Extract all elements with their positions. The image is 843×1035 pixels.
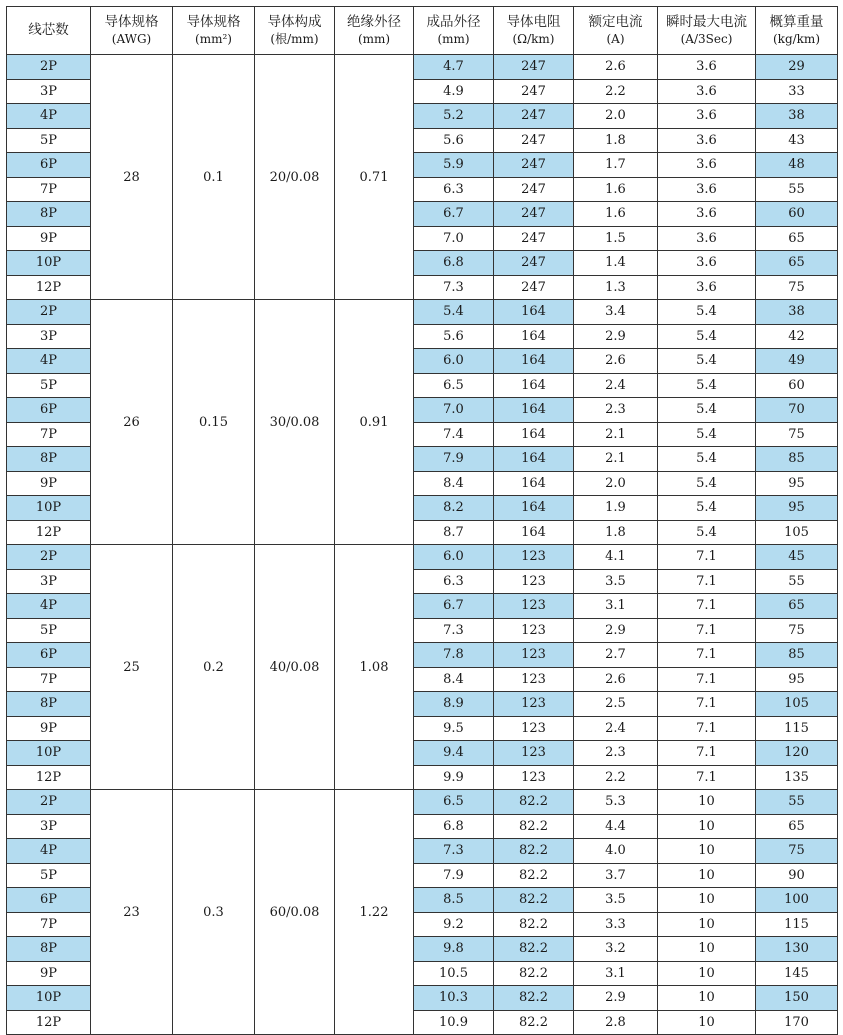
resistance-cell: 164 <box>494 496 574 521</box>
rated-current-cell: 1.3 <box>574 275 658 300</box>
finished-od-cell: 6.3 <box>414 569 494 594</box>
header-title: 线芯数 <box>28 22 69 38</box>
resistance-cell: 247 <box>494 275 574 300</box>
cores-cell: 9P <box>7 471 91 496</box>
cores-cell: 9P <box>7 226 91 251</box>
weight-cell: 95 <box>756 471 838 496</box>
resistance-cell: 247 <box>494 79 574 104</box>
header-title: 导体规格 <box>104 13 159 30</box>
peak-current-cell: 3.6 <box>658 275 756 300</box>
peak-current-cell: 10 <box>658 986 756 1011</box>
insulation-od-cell: 0.71 <box>335 55 414 300</box>
finished-od-cell: 9.8 <box>414 937 494 962</box>
cores-cell: 4P <box>7 594 91 619</box>
finished-od-cell: 5.6 <box>414 324 494 349</box>
mm2-cell: 0.1 <box>173 55 255 300</box>
rated-current-cell: 2.7 <box>574 643 658 668</box>
weight-cell: 45 <box>756 545 838 570</box>
insulation-od-cell: 1.08 <box>335 545 414 790</box>
resistance-cell: 123 <box>494 618 574 643</box>
rated-current-cell: 2.2 <box>574 79 658 104</box>
peak-current-cell: 10 <box>658 937 756 962</box>
table-row <box>7 55 838 80</box>
rated-current-cell: 2.4 <box>574 716 658 741</box>
weight-cell: 95 <box>756 667 838 692</box>
rated-current-cell: 3.7 <box>574 863 658 888</box>
insulation-od-cell: 1.22 <box>335 790 414 1035</box>
resistance-cell: 123 <box>494 765 574 790</box>
header-rated-current <box>574 7 658 55</box>
weight-cell: 65 <box>756 814 838 839</box>
rated-current-cell: 2.6 <box>574 349 658 374</box>
peak-current-cell: 5.4 <box>658 300 756 325</box>
rated-current-cell: 2.9 <box>574 986 658 1011</box>
rated-current-cell: 2.0 <box>574 104 658 129</box>
weight-cell: 29 <box>756 55 838 80</box>
peak-current-cell: 7.1 <box>658 545 756 570</box>
resistance-cell: 247 <box>494 202 574 227</box>
weight-cell: 75 <box>756 839 838 864</box>
finished-od-cell: 10.5 <box>414 961 494 986</box>
weight-cell: 135 <box>756 765 838 790</box>
resistance-cell: 82.2 <box>494 937 574 962</box>
peak-current-cell: 5.4 <box>658 398 756 423</box>
insulation-od-cell: 0.91 <box>335 300 414 545</box>
finished-od-cell: 8.4 <box>414 667 494 692</box>
header-finished-od <box>414 7 494 55</box>
weight-cell: 130 <box>756 937 838 962</box>
weight-cell: 85 <box>756 643 838 668</box>
rated-current-cell: 1.6 <box>574 202 658 227</box>
resistance-cell: 247 <box>494 55 574 80</box>
weight-cell: 70 <box>756 398 838 423</box>
peak-current-cell: 3.6 <box>658 251 756 276</box>
cores-cell: 12P <box>7 1010 91 1035</box>
weight-cell: 65 <box>756 594 838 619</box>
resistance-cell: 82.2 <box>494 863 574 888</box>
finished-od-cell: 6.5 <box>414 790 494 815</box>
awg-cell: 28 <box>91 55 173 300</box>
rated-current-cell: 1.6 <box>574 177 658 202</box>
table-body <box>7 55 838 1035</box>
cores-cell: 8P <box>7 692 91 717</box>
header-title: 导体规格 <box>186 13 241 30</box>
finished-od-cell: 9.9 <box>414 765 494 790</box>
cores-cell: 10P <box>7 251 91 276</box>
cores-cell: 4P <box>7 104 91 129</box>
weight-cell: 42 <box>756 324 838 349</box>
finished-od-cell: 4.9 <box>414 79 494 104</box>
header-mm2 <box>173 7 255 55</box>
finished-od-cell: 6.0 <box>414 349 494 374</box>
cores-cell: 2P <box>7 300 91 325</box>
finished-od-cell: 9.5 <box>414 716 494 741</box>
cores-cell: 6P <box>7 643 91 668</box>
header-resistance <box>494 7 574 55</box>
header-unit: (kg/km) <box>772 31 820 46</box>
weight-cell: 95 <box>756 496 838 521</box>
cores-cell: 6P <box>7 888 91 913</box>
weight-cell: 33 <box>756 79 838 104</box>
rated-current-cell: 2.2 <box>574 765 658 790</box>
peak-current-cell: 3.6 <box>658 226 756 251</box>
resistance-cell: 123 <box>494 692 574 717</box>
peak-current-cell: 5.4 <box>658 496 756 521</box>
rated-current-cell: 3.1 <box>574 594 658 619</box>
resistance-cell: 123 <box>494 667 574 692</box>
table-row <box>7 300 838 325</box>
weight-cell: 60 <box>756 373 838 398</box>
peak-current-cell: 7.1 <box>658 741 756 766</box>
resistance-cell: 164 <box>494 471 574 496</box>
cores-cell: 7P <box>7 177 91 202</box>
resistance-cell: 247 <box>494 128 574 153</box>
rated-current-cell: 1.5 <box>574 226 658 251</box>
header-title: 瞬时最大电流 <box>666 13 747 30</box>
mm2-cell: 0.15 <box>173 300 255 545</box>
header-awg <box>91 7 173 55</box>
rated-current-cell: 2.4 <box>574 373 658 398</box>
rated-current-cell: 1.4 <box>574 251 658 276</box>
peak-current-cell: 10 <box>658 863 756 888</box>
weight-cell: 38 <box>756 300 838 325</box>
finished-od-cell: 6.3 <box>414 177 494 202</box>
rated-current-cell: 3.5 <box>574 569 658 594</box>
cores-cell: 8P <box>7 202 91 227</box>
finished-od-cell: 6.7 <box>414 202 494 227</box>
rated-current-cell: 4.1 <box>574 545 658 570</box>
header-unit: (根/mm) <box>270 31 319 46</box>
finished-od-cell: 6.0 <box>414 545 494 570</box>
resistance-cell: 82.2 <box>494 986 574 1011</box>
weight-cell: 65 <box>756 251 838 276</box>
weight-cell: 170 <box>756 1010 838 1035</box>
resistance-cell: 82.2 <box>494 961 574 986</box>
peak-current-cell: 3.6 <box>658 202 756 227</box>
peak-current-cell: 5.4 <box>658 373 756 398</box>
construction-cell: 40/0.08 <box>255 545 335 790</box>
resistance-cell: 164 <box>494 300 574 325</box>
cores-cell: 5P <box>7 863 91 888</box>
resistance-cell: 82.2 <box>494 912 574 937</box>
rated-current-cell: 4.0 <box>574 839 658 864</box>
weight-cell: 90 <box>756 863 838 888</box>
peak-current-cell: 7.1 <box>658 569 756 594</box>
finished-od-cell: 8.4 <box>414 471 494 496</box>
rated-current-cell: 2.6 <box>574 55 658 80</box>
peak-current-cell: 10 <box>658 961 756 986</box>
weight-cell: 75 <box>756 422 838 447</box>
peak-current-cell: 3.6 <box>658 55 756 80</box>
cores-cell: 3P <box>7 814 91 839</box>
peak-current-cell: 7.1 <box>658 643 756 668</box>
finished-od-cell: 8.9 <box>414 692 494 717</box>
rated-current-cell: 3.5 <box>574 888 658 913</box>
header-unit: (A/3Sec) <box>680 31 733 46</box>
weight-cell: 43 <box>756 128 838 153</box>
resistance-cell: 123 <box>494 716 574 741</box>
cores-cell: 10P <box>7 986 91 1011</box>
rated-current-cell: 2.9 <box>574 324 658 349</box>
peak-current-cell: 3.6 <box>658 79 756 104</box>
weight-cell: 150 <box>756 986 838 1011</box>
cores-cell: 2P <box>7 545 91 570</box>
resistance-cell: 164 <box>494 373 574 398</box>
weight-cell: 55 <box>756 790 838 815</box>
awg-cell: 23 <box>91 790 173 1035</box>
resistance-cell: 123 <box>494 741 574 766</box>
header-title: 概算重量 <box>769 13 824 30</box>
weight-cell: 75 <box>756 275 838 300</box>
peak-current-cell: 10 <box>658 839 756 864</box>
finished-od-cell: 8.7 <box>414 520 494 545</box>
finished-od-cell: 7.8 <box>414 643 494 668</box>
weight-cell: 120 <box>756 741 838 766</box>
resistance-cell: 247 <box>494 177 574 202</box>
weight-cell: 105 <box>756 692 838 717</box>
peak-current-cell: 7.1 <box>658 692 756 717</box>
finished-od-cell: 9.2 <box>414 912 494 937</box>
resistance-cell: 164 <box>494 398 574 423</box>
cores-cell: 5P <box>7 128 91 153</box>
cores-cell: 8P <box>7 447 91 472</box>
resistance-cell: 164 <box>494 520 574 545</box>
finished-od-cell: 9.4 <box>414 741 494 766</box>
peak-current-cell: 10 <box>658 888 756 913</box>
finished-od-cell: 7.9 <box>414 447 494 472</box>
header-cores <box>7 7 91 55</box>
weight-cell: 49 <box>756 349 838 374</box>
peak-current-cell: 5.4 <box>658 471 756 496</box>
peak-current-cell: 7.1 <box>658 594 756 619</box>
peak-current-cell: 7.1 <box>658 765 756 790</box>
finished-od-cell: 4.7 <box>414 55 494 80</box>
finished-od-cell: 7.4 <box>414 422 494 447</box>
construction-cell: 30/0.08 <box>255 300 335 545</box>
cable-spec-table <box>6 6 838 1035</box>
rated-current-cell: 1.8 <box>574 128 658 153</box>
resistance-cell: 82.2 <box>494 1010 574 1035</box>
rated-current-cell: 2.3 <box>574 741 658 766</box>
construction-cell: 20/0.08 <box>255 55 335 300</box>
header-unit: (mm²) <box>195 31 232 46</box>
resistance-cell: 82.2 <box>494 790 574 815</box>
weight-cell: 65 <box>756 226 838 251</box>
peak-current-cell: 5.4 <box>658 520 756 545</box>
resistance-cell: 247 <box>494 226 574 251</box>
finished-od-cell: 7.3 <box>414 618 494 643</box>
cores-cell: 7P <box>7 667 91 692</box>
peak-current-cell: 3.6 <box>658 153 756 178</box>
header-title: 导体电阻 <box>506 13 561 30</box>
finished-od-cell: 5.9 <box>414 153 494 178</box>
cores-cell: 3P <box>7 569 91 594</box>
rated-current-cell: 5.3 <box>574 790 658 815</box>
finished-od-cell: 5.4 <box>414 300 494 325</box>
cores-cell: 3P <box>7 79 91 104</box>
peak-current-cell: 3.6 <box>658 128 756 153</box>
resistance-cell: 123 <box>494 569 574 594</box>
peak-current-cell: 5.4 <box>658 422 756 447</box>
finished-od-cell: 10.3 <box>414 986 494 1011</box>
rated-current-cell: 1.8 <box>574 520 658 545</box>
header-unit: (AWG) <box>111 31 152 46</box>
resistance-cell: 164 <box>494 324 574 349</box>
resistance-cell: 82.2 <box>494 839 574 864</box>
rated-current-cell: 2.6 <box>574 667 658 692</box>
awg-cell: 25 <box>91 545 173 790</box>
finished-od-cell: 5.6 <box>414 128 494 153</box>
finished-od-cell: 6.8 <box>414 251 494 276</box>
peak-current-cell: 10 <box>658 790 756 815</box>
header-row <box>7 7 838 55</box>
finished-od-cell: 6.5 <box>414 373 494 398</box>
awg-cell: 26 <box>91 300 173 545</box>
cores-cell: 5P <box>7 373 91 398</box>
rated-current-cell: 3.1 <box>574 961 658 986</box>
rated-current-cell: 2.5 <box>574 692 658 717</box>
peak-current-cell: 10 <box>658 1010 756 1035</box>
rated-current-cell: 2.1 <box>574 422 658 447</box>
cores-cell: 9P <box>7 961 91 986</box>
cores-cell: 4P <box>7 839 91 864</box>
table-row <box>7 545 838 570</box>
weight-cell: 55 <box>756 177 838 202</box>
resistance-cell: 123 <box>494 545 574 570</box>
weight-cell: 105 <box>756 520 838 545</box>
peak-current-cell: 5.4 <box>658 349 756 374</box>
resistance-cell: 164 <box>494 447 574 472</box>
weight-cell: 48 <box>756 153 838 178</box>
cores-cell: 12P <box>7 765 91 790</box>
rated-current-cell: 2.1 <box>574 447 658 472</box>
weight-cell: 115 <box>756 912 838 937</box>
resistance-cell: 247 <box>494 153 574 178</box>
mm2-cell: 0.2 <box>173 545 255 790</box>
header-construction <box>255 7 335 55</box>
peak-current-cell: 7.1 <box>658 716 756 741</box>
weight-cell: 100 <box>756 888 838 913</box>
cores-cell: 10P <box>7 496 91 521</box>
finished-od-cell: 6.7 <box>414 594 494 619</box>
header-title: 绝缘外径 <box>347 13 401 30</box>
header-peak-current <box>658 7 756 55</box>
peak-current-cell: 7.1 <box>658 618 756 643</box>
rated-current-cell: 1.9 <box>574 496 658 521</box>
weight-cell: 55 <box>756 569 838 594</box>
rated-current-cell: 2.8 <box>574 1010 658 1035</box>
rated-current-cell: 3.3 <box>574 912 658 937</box>
weight-cell: 75 <box>756 618 838 643</box>
finished-od-cell: 7.0 <box>414 226 494 251</box>
peak-current-cell: 3.6 <box>658 104 756 129</box>
cores-cell: 7P <box>7 422 91 447</box>
cores-cell: 8P <box>7 937 91 962</box>
resistance-cell: 164 <box>494 349 574 374</box>
cores-cell: 4P <box>7 349 91 374</box>
header-unit: (Ω/km) <box>512 31 555 46</box>
cores-cell: 10P <box>7 741 91 766</box>
resistance-cell: 82.2 <box>494 814 574 839</box>
weight-cell: 145 <box>756 961 838 986</box>
header-unit: (mm) <box>357 31 391 46</box>
rated-current-cell: 3.4 <box>574 300 658 325</box>
rated-current-cell: 2.3 <box>574 398 658 423</box>
resistance-cell: 247 <box>494 251 574 276</box>
cores-cell: 5P <box>7 618 91 643</box>
cores-cell: 7P <box>7 912 91 937</box>
cores-cell: 3P <box>7 324 91 349</box>
cores-cell: 12P <box>7 275 91 300</box>
resistance-cell: 82.2 <box>494 888 574 913</box>
rated-current-cell: 3.2 <box>574 937 658 962</box>
finished-od-cell: 7.9 <box>414 863 494 888</box>
peak-current-cell: 5.4 <box>658 324 756 349</box>
cores-cell: 2P <box>7 790 91 815</box>
rated-current-cell: 4.4 <box>574 814 658 839</box>
header-weight <box>756 7 838 55</box>
rated-current-cell: 2.0 <box>574 471 658 496</box>
header-title: 导体构成 <box>267 13 322 30</box>
resistance-cell: 164 <box>494 422 574 447</box>
peak-current-cell: 5.4 <box>658 447 756 472</box>
resistance-cell: 247 <box>494 104 574 129</box>
weight-cell: 38 <box>756 104 838 129</box>
peak-current-cell: 7.1 <box>658 667 756 692</box>
peak-current-cell: 10 <box>658 912 756 937</box>
weight-cell: 115 <box>756 716 838 741</box>
cores-cell: 2P <box>7 55 91 80</box>
finished-od-cell: 10.9 <box>414 1010 494 1035</box>
peak-current-cell: 3.6 <box>658 177 756 202</box>
resistance-cell: 123 <box>494 643 574 668</box>
header-insulation-od <box>335 7 414 55</box>
weight-cell: 60 <box>756 202 838 227</box>
finished-od-cell: 5.2 <box>414 104 494 129</box>
cores-cell: 12P <box>7 520 91 545</box>
resistance-cell: 123 <box>494 594 574 619</box>
header-unit: (A) <box>606 31 625 46</box>
finished-od-cell: 7.3 <box>414 275 494 300</box>
rated-current-cell: 2.9 <box>574 618 658 643</box>
finished-od-cell: 7.0 <box>414 398 494 423</box>
weight-cell: 85 <box>756 447 838 472</box>
rated-current-cell: 1.7 <box>574 153 658 178</box>
header-title: 成品外径 <box>426 13 481 30</box>
finished-od-cell: 8.5 <box>414 888 494 913</box>
table-row <box>7 790 838 815</box>
cores-cell: 9P <box>7 716 91 741</box>
finished-od-cell: 7.3 <box>414 839 494 864</box>
finished-od-cell: 8.2 <box>414 496 494 521</box>
header-unit: (mm) <box>437 31 470 46</box>
finished-od-cell: 6.8 <box>414 814 494 839</box>
cores-cell: 6P <box>7 398 91 423</box>
peak-current-cell: 10 <box>658 814 756 839</box>
header-title: 额定电流 <box>588 13 643 30</box>
construction-cell: 60/0.08 <box>255 790 335 1035</box>
cores-cell: 6P <box>7 153 91 178</box>
mm2-cell: 0.3 <box>173 790 255 1035</box>
